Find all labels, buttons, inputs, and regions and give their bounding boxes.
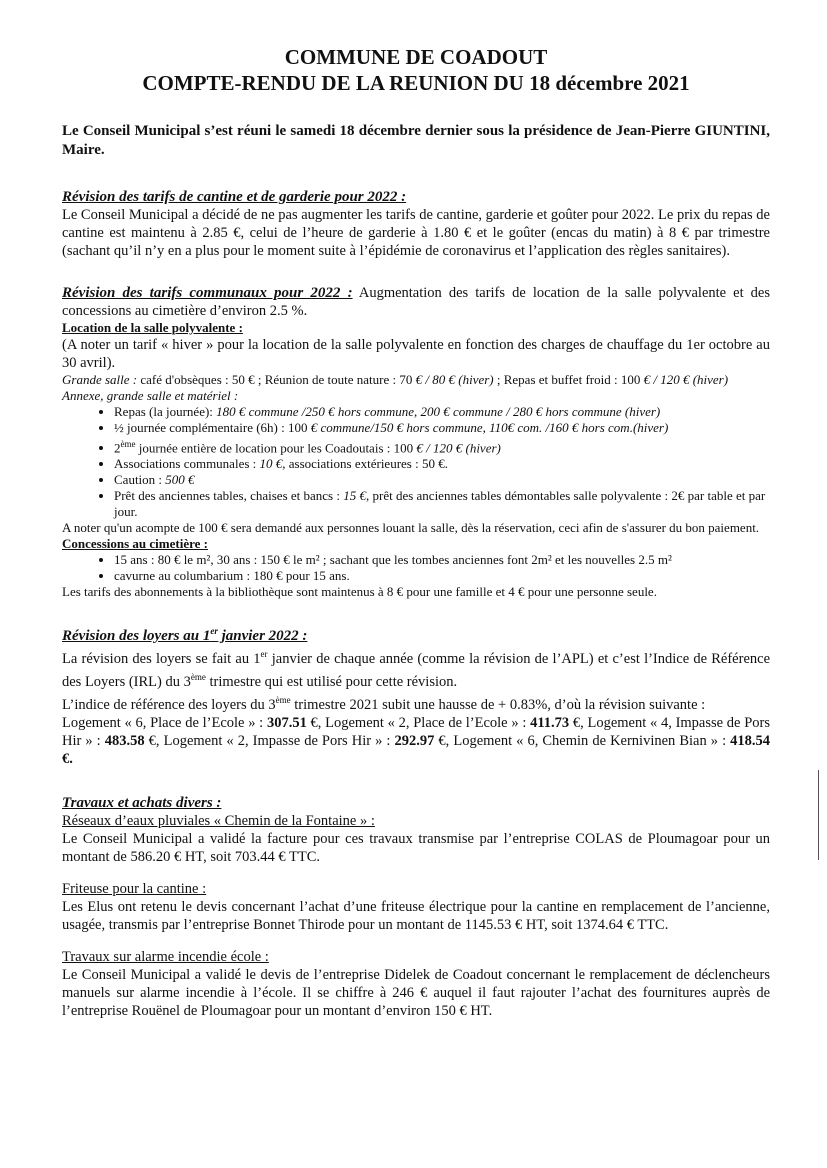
item-text: journée entière de location pour les Coadoutais : 100 bbox=[135, 440, 417, 456]
item-text-tail: , associations extérieures : 50 €. bbox=[282, 456, 448, 472]
alarme-heading: Travaux sur alarme incendie école : bbox=[62, 948, 269, 965]
reseaux-heading: Réseaux d’eaux pluviales « Chemin de la Fontaine » : bbox=[62, 812, 375, 829]
annexe-label: Annexe, grande salle et matériel : bbox=[62, 388, 239, 403]
communaux-heading: Révision des tarifs communaux pour 2022 : bbox=[62, 285, 353, 301]
logement-label: €, Logement « 6, Chemin de Kernivinen Bian » : bbox=[434, 732, 731, 749]
logement-value: 411.73 bbox=[530, 714, 570, 731]
logement-value: 483.58 bbox=[104, 732, 145, 749]
scan-edge-line bbox=[818, 770, 819, 860]
bibliotheque-note: Les tarifs des abonnements à la bibliothèque sont maintenus à 8 € pour une famille et 4 € pour une personne seule. bbox=[62, 584, 657, 600]
list-item bbox=[114, 420, 770, 436]
logement-value: 418.54 €. bbox=[62, 732, 771, 767]
acompte-note: A noter qu'un acompte de 100 € sera demandé aux personnes louant la salle, dès la réservation, ceci afin de s'assurer du bon paiement. bbox=[62, 520, 760, 536]
commune-name: COMMUNE DE COADOUT bbox=[284, 45, 548, 69]
friteuse-text: Les Elus ont retenu le devis concernant l’achat d’une friteuse électrique pour la cantine en remplacement de l’ancienne, usagée, transmis par l’entreprise Bonnet Thirode pour un montant de 1145.53 € HT, soit 1374.64 € TTC. bbox=[62, 898, 770, 933]
loyers-heading-sup: er bbox=[210, 626, 218, 637]
loyers-p1-a: La révision des loyers se fait au 1 bbox=[62, 651, 261, 668]
item-price: 180 € commune /250 € hors commune, 200 € commune / 280 € hors commune (hiver) bbox=[216, 404, 661, 419]
item-sup: ème bbox=[120, 439, 136, 449]
loyers-p1 bbox=[62, 645, 770, 691]
concessions-heading: Concessions au cimetière : bbox=[62, 536, 208, 552]
grande-salle-label: Grande salle : bbox=[62, 372, 138, 387]
travaux-heading: Travaux et achats divers : bbox=[62, 794, 222, 811]
loyers-list bbox=[62, 714, 770, 768]
cantine-heading: Révision des tarifs de cantine et de garderie pour 2022 : bbox=[62, 189, 407, 205]
list-item bbox=[114, 436, 770, 456]
annexe-list bbox=[62, 404, 770, 520]
loyers-p1-b: janvier de chaque année (comme la révision de l’APL) et c’est l’Indice de Référence des Loyers (IRL) du 3 bbox=[62, 651, 770, 690]
logement-label: €, Logement « 4, Impasse de Pors Hir » : bbox=[62, 714, 770, 749]
friteuse-heading: Friteuse pour la cantine : bbox=[62, 880, 207, 897]
item-text: Caution : bbox=[114, 472, 166, 488]
list-item bbox=[114, 404, 770, 420]
document-page bbox=[62, 44, 770, 1020]
item-price: € / 120 € (hiver) bbox=[416, 440, 501, 456]
grande-salle-part-b: € / 80 € (hiver) bbox=[415, 372, 494, 387]
loyers-p1-sup2: ème bbox=[190, 672, 206, 683]
cantine-text: Le Conseil Municipal a décidé de ne pas augmenter les tarifs de cantine, garderie et goûter pour 2022. Le prix du repas de cantine est maintenu à 2.85 €, celui de l’heure de garderie à 1.80 € et le goûter (encas du matin) à 8 € par trimestre (sachant qu’il n’y en a plus pour le moment suite à l’épidémie de coronavirus et l’application des règles sanitaires). bbox=[62, 207, 770, 259]
grande-salle-tarifs bbox=[62, 372, 770, 388]
grande-salle-part-a: café d'obsèques : 50 € ; Réunion de toute nature : 70 bbox=[137, 372, 416, 387]
item-text: Prêt des anciennes tables, chaises et bancs : bbox=[114, 488, 344, 504]
intro-paragraph: Le Conseil Municipal s’est réuni le samedi 18 décembre dernier sous la présidence de Jean-Pierre GIUNTINI, Maire. bbox=[62, 123, 770, 158]
reseaux-text: Le Conseil Municipal a validé la facture pour ces travaux transmise par l’entreprise COLAS de Ploumagoar pour un montant de 586.20 € HT, soit 703.44 € TTC. bbox=[62, 830, 770, 865]
loyers-heading-b: janvier 2022 : bbox=[217, 628, 308, 645]
list-item bbox=[114, 488, 770, 520]
item-text: Repas (la journée): bbox=[114, 404, 217, 419]
logement-value: 292.97 bbox=[394, 732, 435, 749]
loyers-heading bbox=[62, 622, 770, 645]
logement-label: €, Logement « 2, Place de l’Ecole » : bbox=[306, 714, 531, 731]
alarme-text: Le Conseil Municipal a validé le devis de l’entreprise Didelek de Coadout concernant le remplacement de déclencheurs manuels sur alarme incendie à l’école. Il se chiffre à 246 € auquel il faut rajouter l’achat des fournitures auprès de l’entreprise Rouënel de Ploumagoar pour un montant d’environ 150 € HT. bbox=[62, 966, 770, 1019]
section-cantine bbox=[62, 188, 770, 260]
logement-label: Logement « 6, Place de l’Ecole » : bbox=[62, 714, 267, 731]
loyers-p1-c: trimestre qui est utilisé pour cette révision. bbox=[205, 673, 458, 690]
item-text: Associations communales : bbox=[114, 456, 260, 472]
logement-value: 307.51 bbox=[266, 714, 307, 731]
grande-salle-part-c: ; Repas et buffet froid : 100 bbox=[493, 372, 644, 387]
salle-heading: Location de la salle polyvalente : bbox=[62, 320, 243, 335]
loyers-p2 bbox=[62, 691, 770, 714]
communaux-intro bbox=[62, 284, 770, 320]
section-loyers bbox=[62, 622, 770, 767]
loyers-p2-b: trimestre 2021 subit une hausse de + 0.83%, d’où la révision suivante : bbox=[290, 696, 706, 713]
item-price: 10 € bbox=[259, 456, 283, 472]
item-text-tail: , prêt des anciennes tables démontables salle polyvalente : 2€ par table et par jour. bbox=[114, 488, 766, 520]
list-item: • cavurne au columbarium : 180 € pour 15 ans. bbox=[114, 568, 770, 584]
item-price: € commune/150 € hors commune, 110€ com. /160 € hors com.(hiver) bbox=[310, 420, 669, 435]
communaux-text: Augmentation des tarifs de location de la salle polyvalente et des concessions au cimetière d’environ 2.5 %. bbox=[62, 285, 770, 319]
item-price: 15 € bbox=[343, 488, 366, 504]
section-communaux bbox=[62, 284, 770, 600]
document-title bbox=[62, 44, 770, 96]
item-text: ½ journée complémentaire (6h) : 100 bbox=[114, 420, 311, 435]
item-number: 2 bbox=[114, 440, 121, 456]
item-price: 500 € bbox=[165, 472, 195, 488]
loyers-p1-sup1: er bbox=[260, 649, 268, 660]
grande-salle-part-d: € / 120 € (hiver) bbox=[643, 372, 729, 387]
loyers-heading-a: Révision des loyers au 1 bbox=[62, 628, 211, 645]
list-item bbox=[114, 456, 770, 472]
loyers-p2-a: L’indice de référence des loyers du 3 bbox=[62, 696, 276, 713]
salle-note: (A noter un tarif « hiver » pour la location de la salle polyvalente en fonction des charges de chauffage du 1er octobre au 30 avril). bbox=[62, 337, 770, 371]
section-travaux bbox=[62, 794, 770, 1020]
logement-label: €, Logement « 2, Impasse de Pors Hir » : bbox=[144, 732, 395, 749]
loyers-p2-sup: ème bbox=[275, 694, 291, 705]
list-item bbox=[114, 472, 770, 488]
concessions-list bbox=[62, 552, 770, 584]
list-item: • 15 ans : 80 € le m², 30 ans : 150 € le m² ; sachant que les tombes anciennes font 2m² et les nouvelles 2.5 m² bbox=[114, 552, 770, 568]
meeting-title: COMPTE-RENDU DE LA REUNION DU 18 décembre 2021 bbox=[142, 71, 690, 95]
